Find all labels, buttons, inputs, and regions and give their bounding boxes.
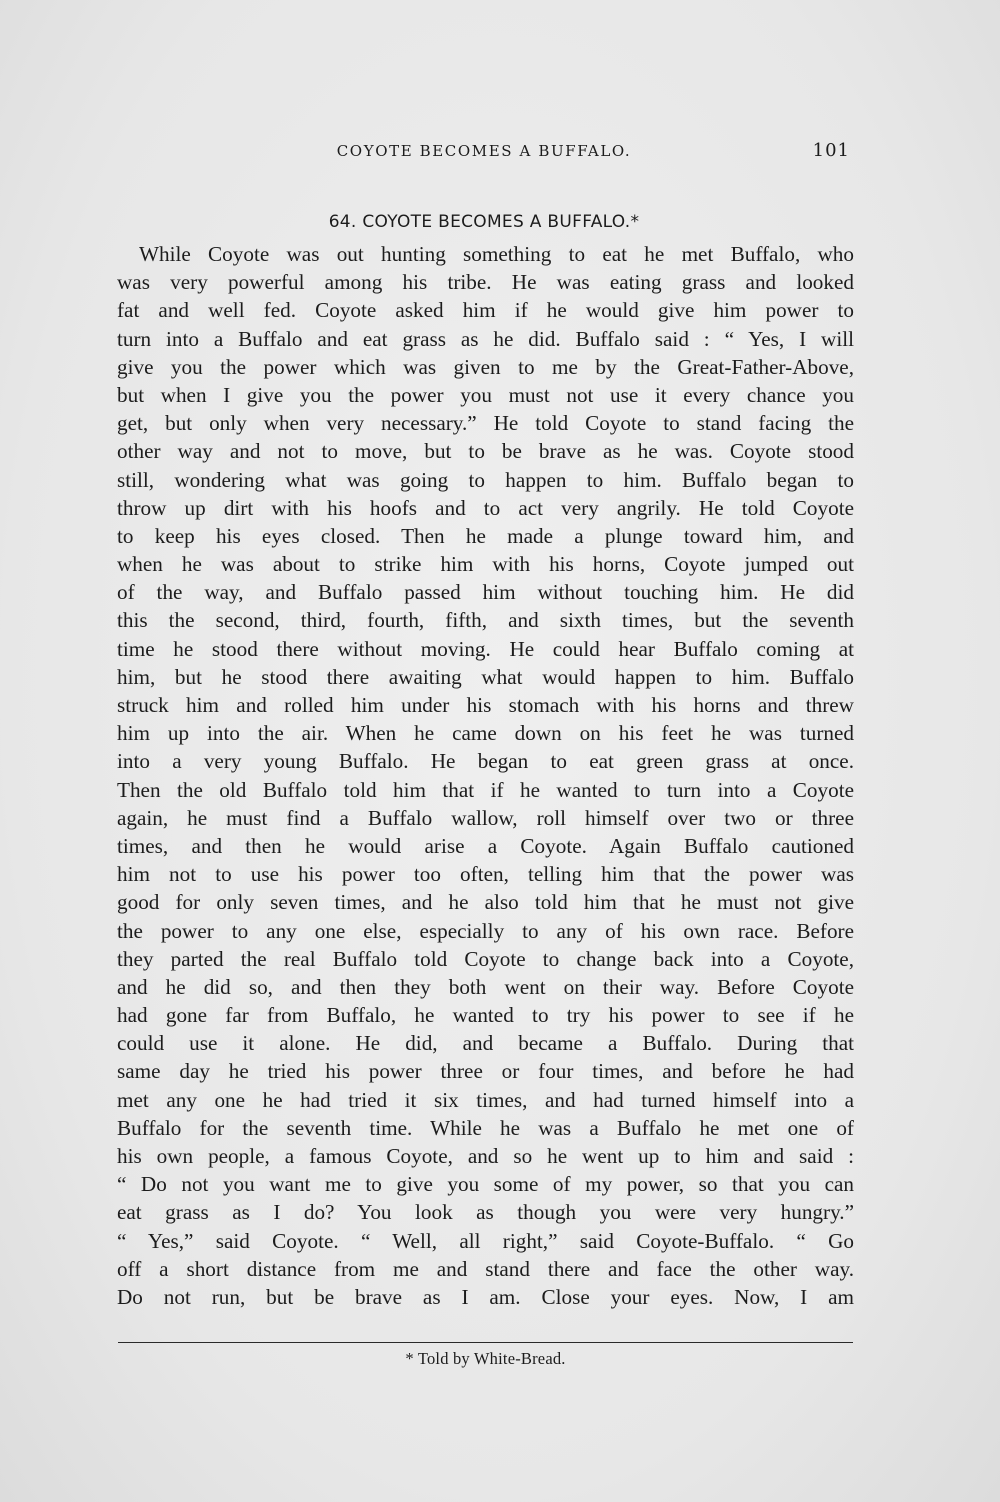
- text-line: turn into a Buffalo and eat grass as he did. Buffalo said : “ Yes, I will: [117, 326, 854, 351]
- text-line: fat and well fed. Coyote asked him if he would give him power to: [117, 298, 854, 323]
- text-line: had gone far from Buffalo, he wanted to try his power to see if he: [117, 1003, 854, 1028]
- text-line: other way and not to move, but to be brave as he was. Coyote stood: [117, 439, 854, 464]
- text-line: him, but he stood there awaiting what would happen to him. Buffalo: [117, 664, 854, 689]
- text-line: again, he must find a Buffalo wallow, roll himself over two or three: [117, 805, 854, 830]
- story-body: [117, 240, 854, 1311]
- text-line: into a very young Buffalo. He began to eat green grass at once.: [117, 749, 854, 774]
- text-line: of the way, and Buffalo passed him without touching him. He did: [117, 580, 854, 605]
- footnote: * Told by White-Bread.: [405, 1349, 566, 1368]
- text-line: the power to any one else, especially to any of his own race. Before: [117, 918, 854, 943]
- story-title: 64. COYOTE BECOMES A BUFFALO.*: [328, 212, 640, 232]
- text-line: same day he tried his power three or four times, and before he had: [117, 1059, 854, 1084]
- text-line: off a short distance from me and stand there and face the other way.: [117, 1256, 854, 1281]
- text-line: good for only seven times, and he also told him that he must not give: [117, 890, 854, 915]
- text-line: still, wondering what was going to happen to him. Buffalo began to: [117, 467, 854, 492]
- text-line: While Coyote was out hunting something to eat he met Buffalo, who: [139, 242, 854, 266]
- text-line: Buffalo for the seventh time. While he was a Buffalo he met one of: [117, 1115, 854, 1140]
- text-line: could use it alone. He did, and became a Buffalo. During that: [117, 1031, 854, 1056]
- text-line: this the second, third, fourth, fifth, and sixth times, but the seventh: [117, 608, 854, 633]
- text-line: his own people, a famous Coyote, and so he went up to him and said :: [117, 1144, 854, 1168]
- running-head: [118, 142, 850, 166]
- text-line: met any one he had tried it six times, and had turned himself into a: [117, 1087, 854, 1112]
- text-line: they parted the real Buffalo told Coyote to change back into a Coyote,: [117, 946, 854, 971]
- text-line: Then the old Buffalo told him that if he wanted to turn into a Coyote: [117, 777, 854, 802]
- text-line: give you the power which was given to me by the Great-Father-Above,: [117, 354, 854, 379]
- text-line: was very powerful among his tribe. He was eating grass and looked: [117, 270, 854, 295]
- text-line: but when I give you the power you must not use it every chance you: [117, 382, 854, 407]
- text-line: to keep his eyes closed. Then he made a plunge toward him, and: [117, 523, 854, 548]
- footnote-rule: [118, 1342, 853, 1343]
- text-line: struck him and rolled him under his stomach with his horns and threw: [117, 693, 854, 717]
- running-title: COYOTE BECOMES A BUFFALO.: [336, 142, 632, 160]
- text-line: him up into the air. When he came down on his feet he was turned: [117, 721, 854, 746]
- text-line: get, but only when very necessary.” He told Coyote to stand facing the: [117, 411, 854, 436]
- text-line: “ Yes,” said Coyote. “ Well, all right,” said Coyote-Buffalo. “ Go: [117, 1228, 854, 1253]
- text-line: “ Do not you want me to give you some of my power, so that you can: [117, 1172, 854, 1197]
- text-line: and he did so, and then they both went on their way. Before Coyote: [117, 974, 854, 999]
- text-line: eat grass as I do? You look as though you were very hungry.”: [117, 1200, 854, 1225]
- text-line: throw up dirt with his hoofs and to act very angrily. He told Coyote: [117, 495, 854, 520]
- text-line: times, and then he would arise a Coyote. Again Buffalo cautioned: [117, 833, 854, 858]
- text-line: him not to use his power too often, telling him that the power was: [117, 862, 854, 887]
- page-number: 101: [812, 140, 850, 161]
- text-line: Do not run, but be brave as I am. Close your eyes. Now, I am: [117, 1284, 854, 1309]
- text-line: when he was about to strike him with his horns, Coyote jumped out: [117, 552, 854, 577]
- text-line: time he stood there without moving. He could hear Buffalo coming at: [117, 636, 854, 661]
